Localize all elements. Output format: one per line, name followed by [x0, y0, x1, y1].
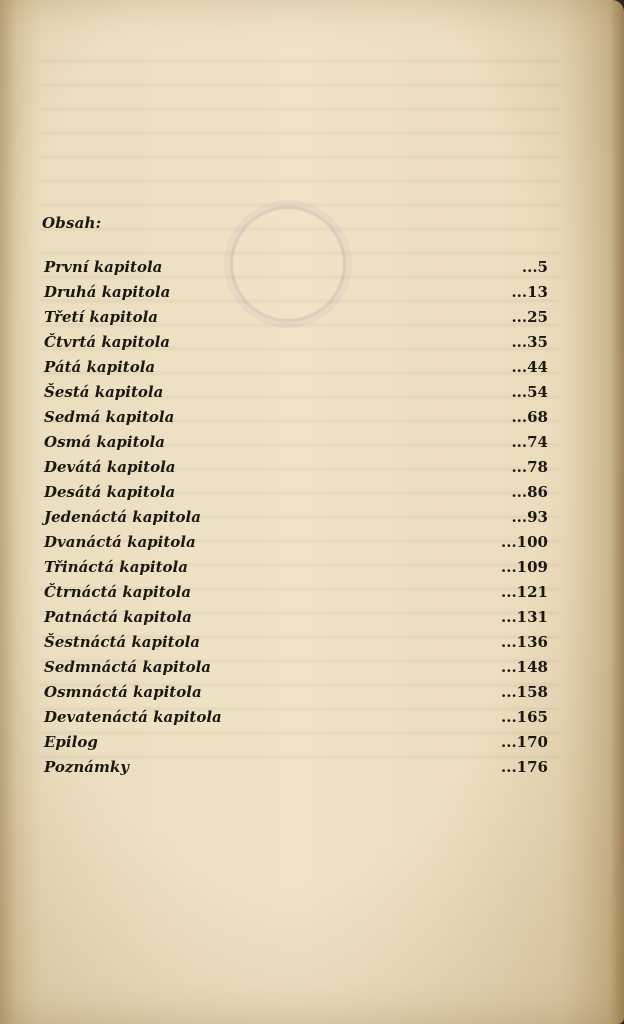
chapter-title: Pátá kapitola — [44, 358, 156, 376]
toc-entry — [0, 533, 624, 558]
toc-entry — [0, 433, 624, 458]
chapter-title: Jedenáctá kapitola — [44, 508, 201, 526]
page-number: ...35 — [511, 333, 548, 351]
chapter-title: Patnáctá kapitola — [44, 608, 192, 626]
chapter-title: Sedmnáctá kapitola — [44, 658, 212, 676]
page-number: ...5 — [521, 258, 548, 276]
chapter-title: Třetí kapitola — [44, 308, 159, 326]
page-number: ...44 — [511, 358, 548, 376]
toc-entry — [0, 458, 624, 483]
page-number: ...74 — [511, 433, 548, 451]
page-number: ...13 — [511, 283, 548, 301]
chapter-title: Čtvrtá kapitola — [44, 333, 171, 351]
toc-entry — [0, 658, 624, 683]
chapter-title: Devatenáctá kapitola — [44, 708, 222, 726]
page-number: ...78 — [511, 458, 548, 476]
toc-entry — [0, 733, 624, 758]
toc-entry — [0, 558, 624, 583]
chapter-title: Šestnáctá kapitola — [44, 633, 201, 651]
page-number: ...25 — [511, 308, 548, 326]
chapter-title: Třináctá kapitola — [44, 558, 188, 576]
chapter-title: Osmá kapitola — [44, 433, 165, 451]
toc-entry — [0, 583, 624, 608]
page-number: ...148 — [501, 658, 548, 676]
chapter-title: Šestá kapitola — [44, 383, 164, 401]
page-number: ...131 — [501, 608, 548, 626]
chapter-title: První kapitola — [44, 258, 163, 276]
chapter-title: Devátá kapitola — [44, 458, 176, 476]
toc-entry — [0, 358, 624, 383]
toc-entry — [0, 758, 624, 783]
toc-entry — [0, 283, 624, 308]
page-number: ...121 — [501, 583, 548, 601]
page-number: ...93 — [511, 508, 548, 526]
page-number: ...86 — [511, 483, 548, 501]
toc-entry — [0, 383, 624, 408]
chapter-title: Dvanáctá kapitola — [44, 533, 196, 551]
page-number: ...68 — [511, 408, 548, 426]
page-number: ...109 — [501, 558, 548, 576]
toc-entry — [0, 683, 624, 708]
chapter-title: Sedmá kapitola — [44, 408, 175, 426]
chapter-title: Poznámky — [44, 758, 130, 776]
chapter-title: Druhá kapitola — [44, 283, 171, 301]
page-number: ...170 — [501, 733, 548, 751]
toc-entry — [0, 408, 624, 433]
page-number: ...158 — [501, 683, 548, 701]
toc-entry — [0, 708, 624, 733]
chapter-title: Desátá kapitola — [44, 483, 176, 501]
toc-entry — [0, 333, 624, 358]
toc-entry — [0, 258, 624, 283]
page-number: ...176 — [501, 758, 548, 776]
page-number: ...136 — [501, 633, 548, 651]
chapter-title: Epilog — [44, 733, 98, 751]
chapter-title: Čtrnáctá kapitola — [44, 583, 192, 601]
page-number: ...165 — [501, 708, 548, 726]
toc-entry — [0, 483, 624, 508]
page-number: ...54 — [511, 383, 548, 401]
chapter-title: Osmnáctá kapitola — [44, 683, 202, 701]
toc-entry — [0, 608, 624, 633]
toc-entry — [0, 633, 624, 658]
toc-entry — [0, 508, 624, 533]
page-number: ...100 — [501, 533, 548, 551]
toc-heading: Obsah: — [42, 214, 102, 232]
toc-entry — [0, 308, 624, 333]
